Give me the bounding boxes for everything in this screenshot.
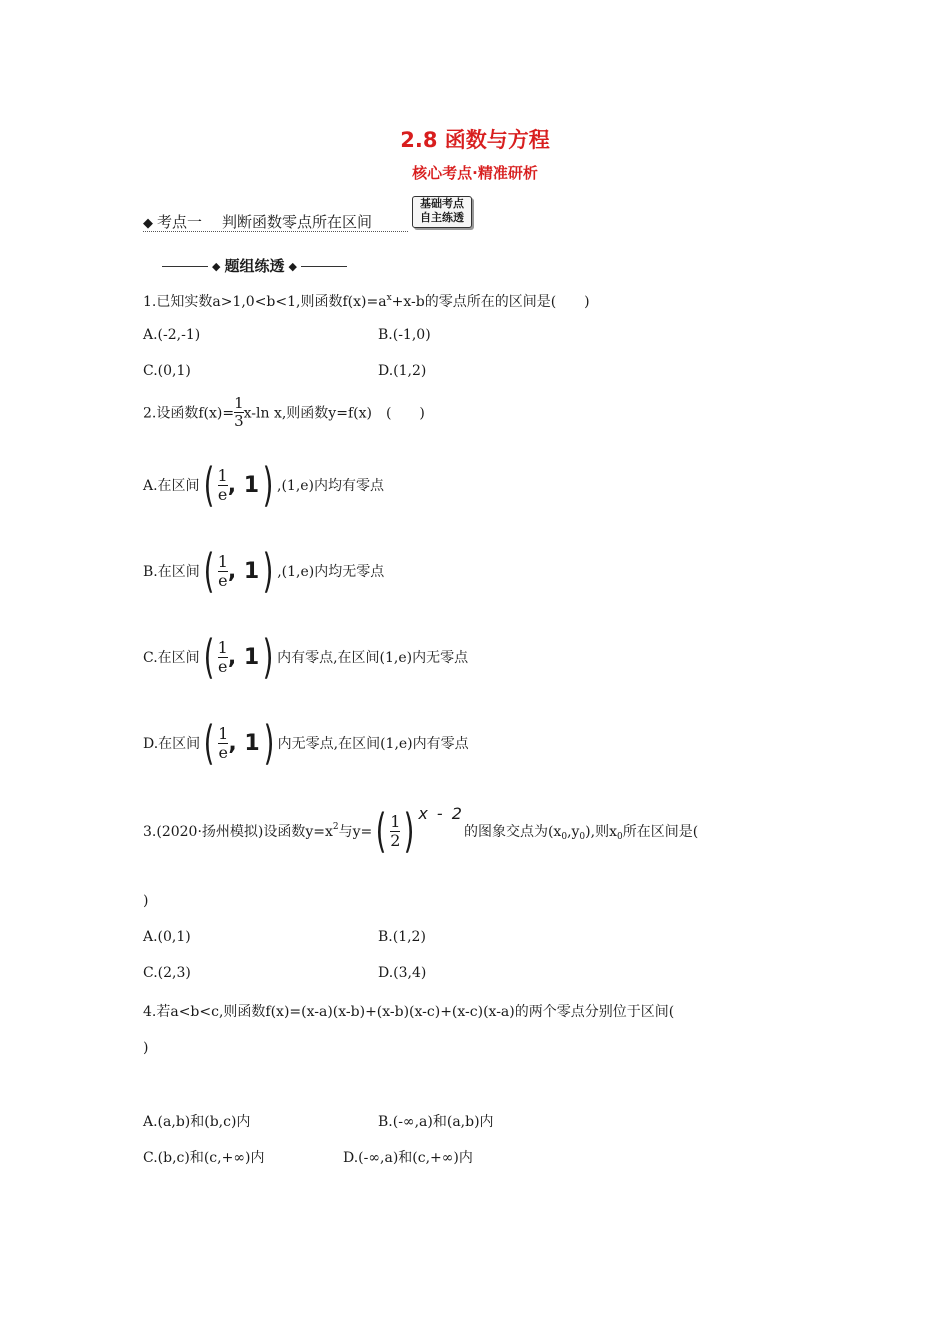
q4-option-b: B.(-∞,a)和(a,b)内: [378, 1114, 494, 1130]
diamond-ornament-icon: ◆: [212, 260, 221, 273]
q1-option-b: B.(-1,0): [378, 327, 431, 343]
q2-option-a: A.在区间( $\frac{1}{e}$ , 1) ,(1,e)内均有零点: [143, 458, 385, 512]
group-heading: [162, 255, 347, 276]
q3-option-c: C.(2,3): [143, 965, 191, 981]
q3-stem: 3.(2020·扬州模拟)设函数$y=x^2$与y=( $\frac{1}{2}$ ) x - 2的图象交点为$(x_0,y_0)$,则$x_0$所在区间是(: [143, 804, 699, 858]
q3-option-a: A.(0,1): [143, 929, 191, 945]
section-subtitle: 核心考点·精准研析: [412, 164, 538, 182]
q4-option-a: A.(a,b)和(b,c)内: [143, 1114, 251, 1130]
diamond-bullet-icon: ◆: [143, 216, 153, 231]
q1-option-a: A.(-2,-1): [143, 327, 201, 343]
topic-name: 判断函数零点所在区间: [222, 213, 373, 231]
topic-badge: 基础考点 自主练透: [412, 196, 472, 228]
topic-heading: [143, 211, 372, 232]
group-title: 题组练透: [224, 257, 285, 275]
q2-option-c: C.在区间( $\frac{1}{e}$ , 1) 内有零点,在区间(1,e)内无零点: [143, 630, 469, 684]
q4-option-d: D.(-∞,a)和(c,+∞)内: [343, 1150, 473, 1166]
q3-option-d: D.(3,4): [378, 965, 427, 981]
topic-underline: [143, 231, 408, 232]
diamond-ornament-icon: ◆: [288, 260, 297, 273]
q2-option-d: D.在区间( $\frac{1}{e}$ , 1) 内无零点,在区间(1,e)内有零点: [143, 716, 469, 770]
topic-label: 考点一: [157, 213, 203, 231]
q1-option-c: C.(0,1): [143, 363, 191, 379]
q3-stem-end: ): [143, 893, 149, 909]
q1-stem: 1.已知实数a>1,0<b<1,则函数$f(x)=a^x+x-b$的零点所在的区间是( ): [143, 293, 590, 310]
q2-stem: 2.设函数f(x)= $\frac{1}{3}$ x-ln x,则函数y=f(x) ( ): [143, 394, 425, 430]
page-title: 2.8 函数与方程: [400, 128, 550, 152]
q3-option-b: B.(1,2): [378, 929, 426, 945]
q4-stem: 4.若a<b<c,则函数f(x)=(x-a)(x-b)+(x-b)(x-c)+(x-c)(x-a)的两个零点分别位于区间(: [143, 1004, 675, 1020]
q1-option-d: D.(1,2): [378, 363, 427, 379]
q2-option-b: B.在区间( $\frac{1}{e}$ , 1) ,(1,e)内均无零点: [143, 544, 385, 598]
q4-stem-end: ): [143, 1040, 149, 1056]
q4-option-c: C.(b,c)和(c,+∞)内: [143, 1150, 265, 1166]
